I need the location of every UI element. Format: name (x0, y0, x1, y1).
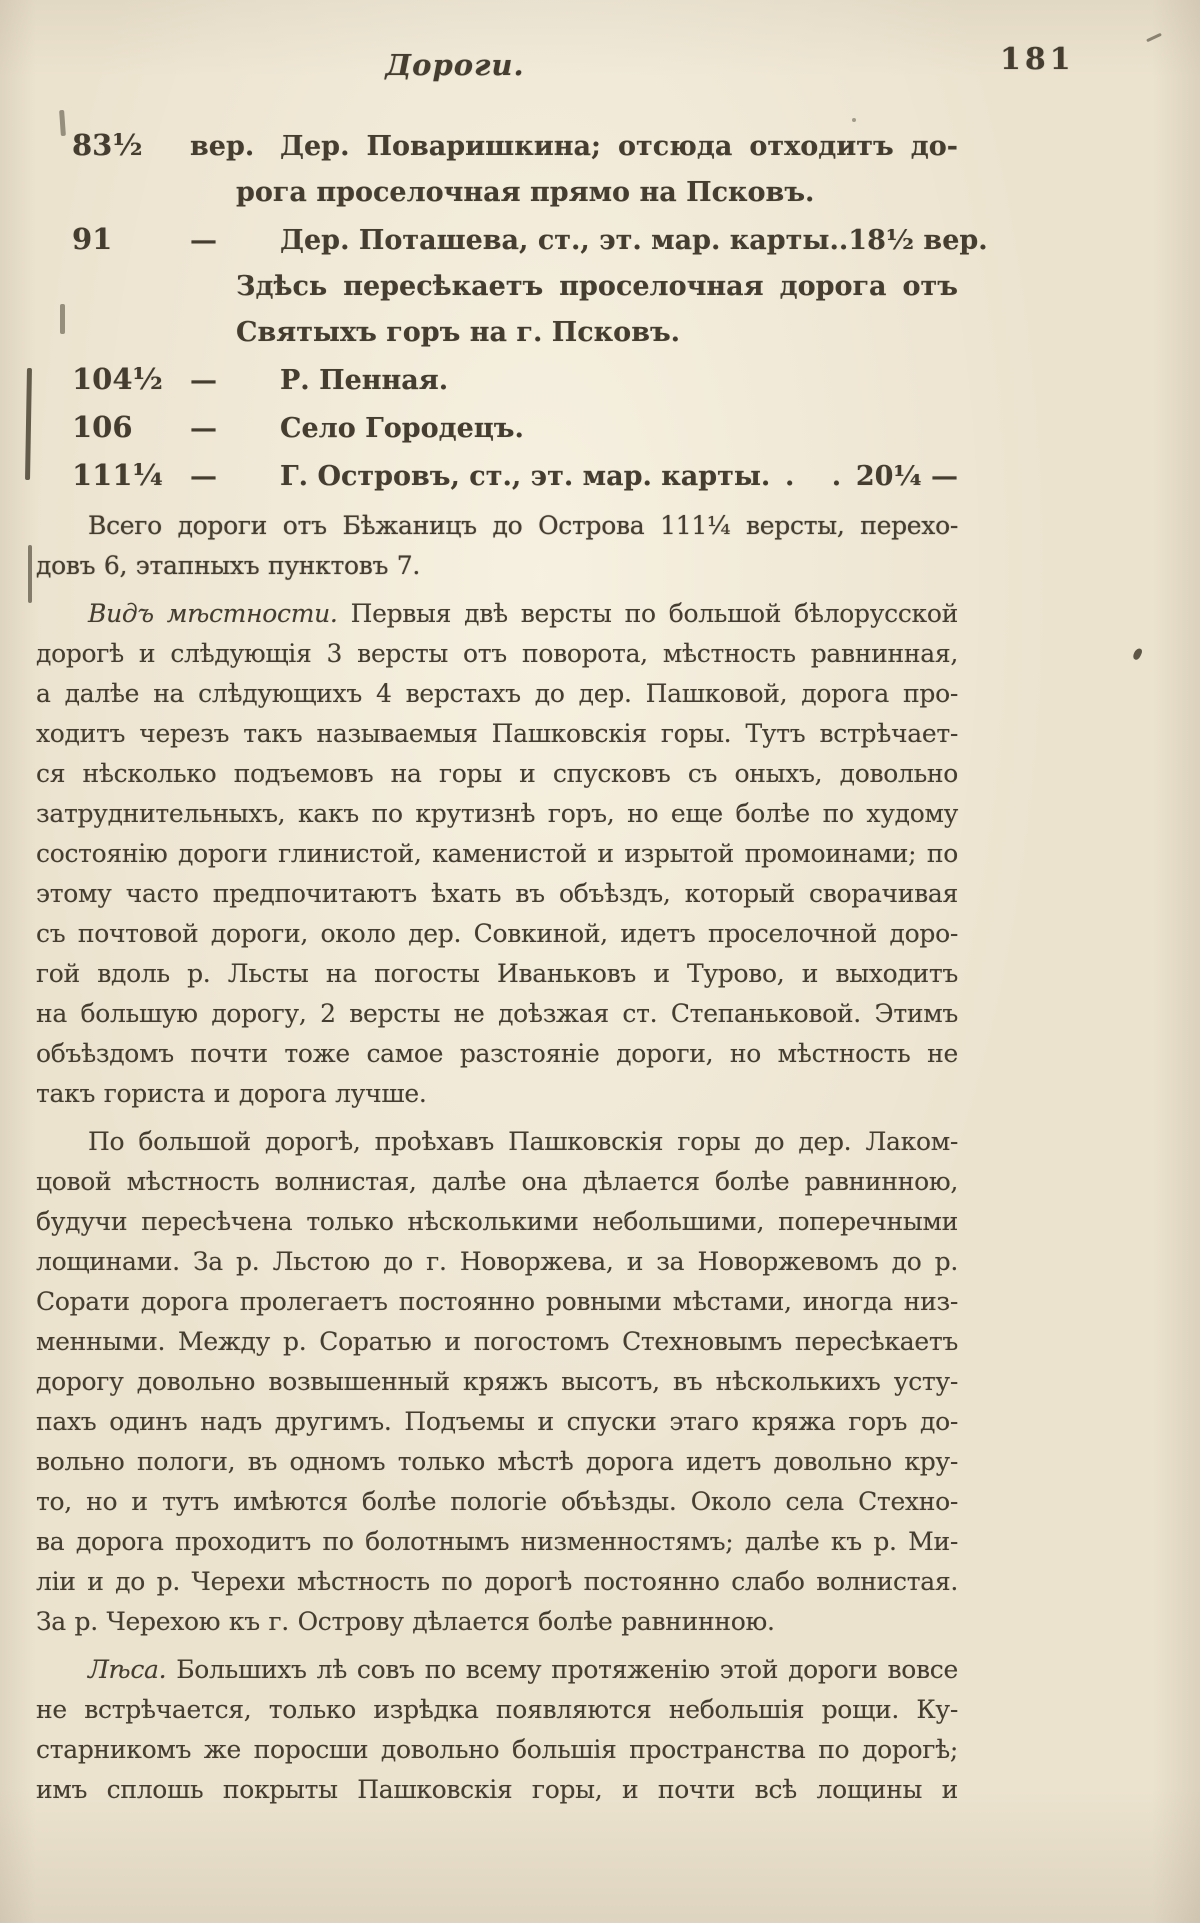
itinerary-text: Р. Пенная. (280, 365, 449, 396)
text-line: объѣздомъ почти тоже самое разстояніе дороги, но мѣстность не (36, 1039, 958, 1068)
text-line: вольно пологи, въ одномъ только мѣстѣ дорога идетъ довольно кру- (36, 1447, 958, 1476)
distance-value: 106 (72, 410, 133, 444)
distance-marker: вер. (190, 131, 255, 162)
paragraph (36, 506, 958, 586)
text-block (36, 122, 988, 1810)
text-line: Всего дороги отъ Бѣжаницъ до Острова 111¹⁄₄ версты, перехо- (88, 511, 958, 540)
dot-leader: . (838, 225, 849, 256)
page-number: 181 (1000, 42, 1075, 77)
itinerary-row (36, 452, 958, 500)
scan-artifact (25, 368, 32, 480)
paragraph-lead: Лѣса. (88, 1655, 167, 1684)
itinerary-row (36, 216, 988, 356)
scan-artifact (852, 118, 856, 122)
text-line: менными. Между р. Соратью и погостомъ Стехновымъ пересѣкаетъ (36, 1327, 958, 1356)
text-line: этому часто предпочитаютъ ѣхать въ объѣздъ, который сворачивая (36, 879, 958, 908)
distance-marker: — (190, 365, 217, 396)
text-line: а далѣе на слѣдующихъ 4 верстахъ до дер. Пашковой, дорога про- (36, 679, 958, 708)
text-line: дорогу довольно возвышенный кряжъ высотъ, въ нѣсколькихъ усту- (36, 1367, 958, 1396)
paragraph (36, 1122, 958, 1642)
itinerary-cont-line: рога проселочная прямо на Псковъ. (236, 177, 815, 208)
text-line: пахъ одинъ надъ другимъ. Подъемы и спуски этаго кряжа горъ до- (36, 1407, 958, 1436)
running-head: Дороги. (385, 48, 525, 82)
scan-artifact (60, 304, 65, 334)
scan-artifact (1132, 647, 1143, 661)
itinerary-first-line (36, 216, 988, 264)
distance-value: 104¹⁄₂ (72, 362, 163, 396)
itinerary-first-line (36, 452, 958, 500)
text-line: на большую дорогу, 2 версты не доѣзжая ст. Степаньковой. Этимъ (36, 999, 958, 1028)
paragraph (36, 594, 958, 1114)
text-line: ва дорога проходитъ по болотнымъ низменностямъ; далѣе къ р. Ми- (36, 1527, 958, 1556)
text-line: По большой дорогѣ, проѣхавъ Пашковскія горы до дер. Лаком- (88, 1127, 958, 1156)
text-line: довъ 6, этапныхъ пунктовъ 7. (36, 551, 421, 580)
text-line: то, но и тутъ имѣются болѣе пологіе объѣзды. Около села Стехно- (36, 1487, 958, 1516)
text-line: Видъ мѣстности. Первыя двѣ версты по большой бѣлорусской (88, 599, 958, 628)
text-line: Лѣса. Большихъ лѣ совъ по всему протяженію этой дороги вовсе (88, 1655, 958, 1684)
text-line: гой вдоль р. Льсты на погосты Иваньковъ и Турово, и выходитъ (36, 959, 958, 988)
itinerary-row (36, 356, 958, 404)
itinerary-cont-line: Здѣсь пересѣкаетъ проселочная дорога отъ (236, 271, 958, 302)
itinerary-text: Дер. Поташева, ст., эт. мар. карты. (280, 225, 839, 256)
text-line: старникомъ же поросши довольно большія пространства по дорогѣ; (36, 1735, 958, 1764)
itinerary-cont-line: Святыхъ горъ на г. Псковъ. (236, 317, 681, 348)
text-line: Сорати дорога пролегаетъ постоянно ровными мѣстами, иногда низ- (36, 1287, 958, 1316)
body-paragraphs (36, 506, 958, 1810)
text-line: цовой мѣстность волнистая, далѣе она дѣлается болѣе равнинною, (36, 1167, 958, 1196)
scan-artifact (28, 545, 32, 603)
itinerary-text: Село Городецъ. (280, 413, 524, 444)
itinerary-first-line (36, 122, 958, 170)
distance-marker: — (190, 461, 217, 492)
scan-artifact (1146, 33, 1162, 42)
text-line: такъ гориста и дорога лучше. (36, 1079, 427, 1108)
distance-marker: — (190, 225, 217, 256)
distance-value: 83¹⁄₂ (72, 128, 143, 162)
itinerary-first-line (36, 356, 958, 404)
text-line: имъ сплошь покрыты Пашковскія горы, и почти всѣ лощины и (36, 1775, 958, 1804)
itinerary-text: Г. Островъ, ст., эт. мар. карты. (280, 461, 771, 492)
stage-distance: 18¹⁄₂ вер. (848, 225, 988, 256)
itinerary-row (36, 122, 958, 216)
dot-leader: . . (784, 461, 842, 492)
stage-distance: 20¹⁄₄ — (855, 461, 958, 492)
text-line: затруднительныхъ, какъ по крутизнѣ горъ, но еще болѣе по худому (36, 799, 958, 828)
text-line: состоянію дороги глинистой, каменистой и изрытой промоинами; по (36, 839, 958, 868)
itinerary-row (36, 404, 958, 452)
paragraph-lead: Видъ мѣстности. (88, 599, 338, 628)
itinerary-list (36, 122, 988, 500)
distance-value: 111¹⁄₄ (72, 458, 163, 492)
text-line: дорогѣ и слѣдующія 3 версты отъ поворота, мѣстность равнинная, (36, 639, 958, 668)
text-line: ся нѣсколько подъемовъ на горы и спусковъ съ оныхъ, довольно (36, 759, 958, 788)
itinerary-first-line (36, 404, 958, 452)
text-line: ходитъ черезъ такъ называемыя Пашковскія горы. Тутъ встрѣчает- (36, 719, 958, 748)
itinerary-text: Дер. Поваришкина; отсюда отходитъ до- (280, 131, 958, 162)
distance-value: 91 (72, 222, 113, 256)
text-line: За р. Черехою къ г. Острову дѣлается болѣе равнинною. (36, 1607, 775, 1636)
text-line: будучи пересѣчена только нѣсколькими небольшими, поперечными (36, 1207, 958, 1236)
text-line: не встрѣчается, только изрѣдка появляются небольшія рощи. Ку- (36, 1695, 958, 1724)
text-line: съ почтовой дороги, около дер. Совкиной, идетъ проселочной доро- (36, 919, 958, 948)
scan-artifact (59, 110, 66, 136)
paragraph (36, 1650, 958, 1810)
text-line: лощинами. За р. Льстою до г. Новоржева, и за Новоржевомъ до р. (36, 1247, 958, 1276)
text-line: ліи и до р. Черехи мѣстность по дорогѣ постоянно слабо волнистая. (36, 1567, 958, 1596)
distance-marker: — (190, 413, 217, 444)
